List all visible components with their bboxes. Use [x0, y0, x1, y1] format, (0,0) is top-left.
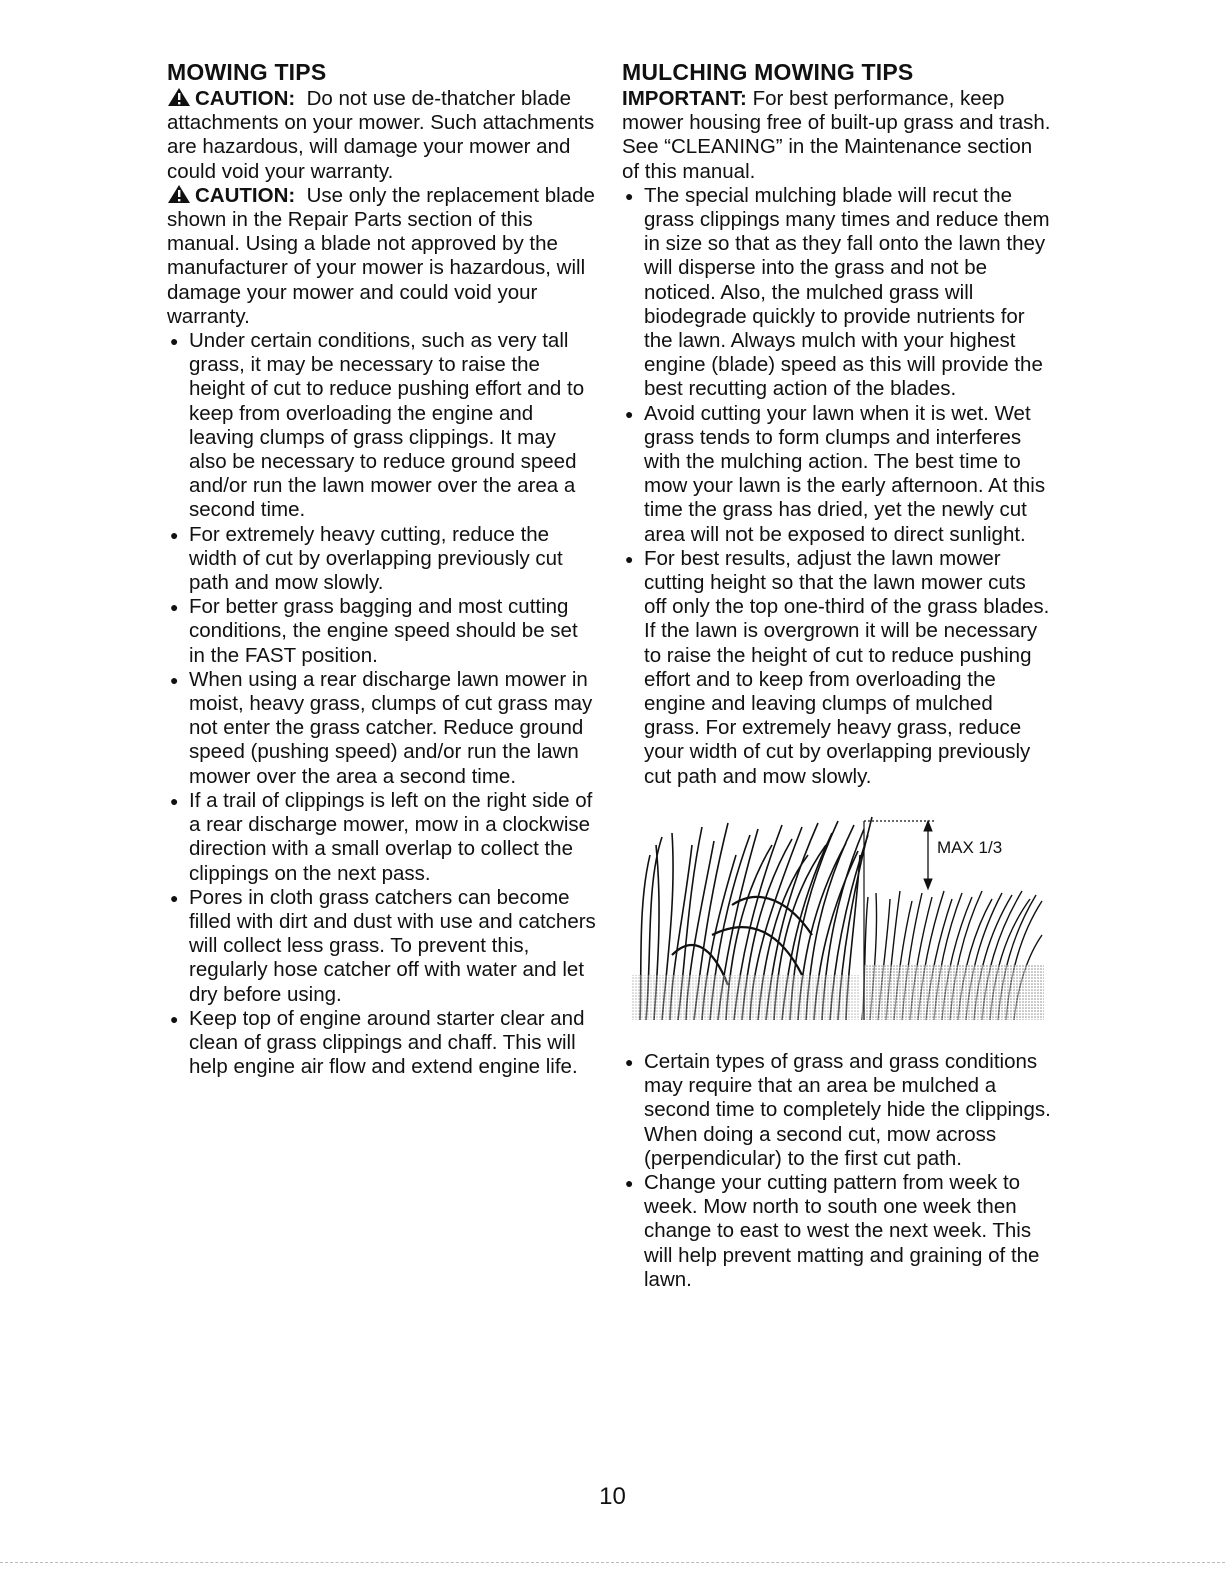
bullet-dot: ● [625, 187, 634, 204]
list-item: ● Change your cutting pattern from week to week. Mow north to south one week then change to east to west the next week. This will help prevent matting and graining of the lawn. [625, 1170, 1040, 1291]
mowing-tips-heading: MOWING TIPS [167, 59, 327, 85]
bullet-dot: ● [170, 526, 179, 543]
caution-text: Use only the replacement blade shown in the Repair Parts section of this manual. Using a blade not approved by the manufacturer of your mower is hazardous, will damage your mower and could void your warranty. [167, 183, 595, 328]
list-item: ● The special mulching blade will recut the grass clippings many times and reduce them in size so that as they fall onto the lawn they will disperse into the grass and not be noticed. Also, the mulched grass will biodegrade quickly to provide nutrients for the lawn. Always mulch with your highest engine (blade) speed as this will provide the best recutting action of the blades. [625, 183, 1050, 401]
list-item: ● For best results, adjust the lawn mower cutting height so that the lawn mower cuts off only the top one-third of the grass blades. If the lawn is overgrown it will be necessary to raise the height of cut to reduce pushing effort and to keep from overloading the engine and leaving clumps of mulched grass. For extremely heavy grass, reduce your width of cut by overlapping previously cut path and mow slowly. [625, 546, 1050, 788]
mulching-tips-list-bottom [622, 1050, 1052, 1292]
list-item: ● When using a rear discharge lawn mower in moist, heavy grass, clumps of cut grass may not enter the grass catcher. Reduce ground speed (pushing speed) and/or run the lawn mower over the area a second time. [170, 667, 593, 788]
bullet-dot: ● [625, 1053, 634, 1070]
list-item: ● Avoid cutting your lawn when it is wet. Wet grass tends to form clumps and interferes with the mulching action. The best time to mow your lawn is the early afternoon. At this time the grass has dried, yet the newly cut area will not be exposed to direct sunlight. [625, 401, 1046, 546]
caution-paragraph-2 [167, 184, 599, 329]
list-item: ● Under certain conditions, such as very tall grass, it may be necessary to raise the height of cut to reduce pushing effort and to keep from overloading the engine and leaving clumps of grass clippings. It may also be necessary to reduce ground speed and/or run the lawn mower over the area a second time. [170, 329, 585, 522]
page-number: 10 [599, 1483, 626, 1510]
page-bottom-rule [0, 1562, 1225, 1563]
warning-triangle-icon [167, 184, 191, 204]
list-item: ● If a trail of clippings is left on the right side of a rear discharge mower, mow in a clockwise direction with a small overlap to collect the clippings on the next pass. [170, 788, 593, 885]
bullet-dot: ● [170, 1010, 179, 1027]
list-item: ● For extremely heavy cutting, reduce the width of cut by overlapping previously cut path and mow slowly. [170, 522, 563, 595]
list-item: ● For better grass bagging and most cutting conditions, the engine speed should be set in the FAST position. [170, 595, 578, 667]
bullet-dot: ● [625, 405, 634, 422]
grass-shading [862, 965, 1044, 1020]
caution-paragraph-1 [167, 87, 599, 184]
bullet-dot: ● [625, 1174, 634, 1191]
mulching-tips-heading: MULCHING MOWING TIPS [622, 59, 914, 85]
mulching-tips-list-top [622, 184, 1052, 789]
max-one-third-label: MAX 1/3 [937, 837, 1003, 857]
mowing-tips-list [167, 329, 599, 1079]
grass-shading [632, 975, 860, 1020]
list-item: ● Certain types of grass and grass conditions may require that an area be mulched a second time to completely hide the clippings. When doing a second cut, mow across (perpendicular) to the first cut path. [625, 1049, 1051, 1170]
bullet-dot: ● [170, 333, 179, 350]
list-item: ● Keep top of engine around starter clear and clean of grass clippings and chaff. This will help engine air flow and extend engine life. [170, 1006, 585, 1079]
bullet-dot: ● [170, 671, 179, 688]
bullet-dot: ● [170, 792, 179, 809]
bullet-dot: ● [170, 599, 179, 616]
warning-triangle-icon [167, 87, 191, 107]
caution-label: CAUTION: [195, 183, 296, 207]
bullet-dot: ● [625, 550, 634, 567]
grass-height-illustration [632, 815, 1044, 1020]
mulching-tips-column [622, 58, 1052, 1292]
mowing-tips-column [167, 58, 599, 1079]
important-text: For best performance, keep mower housing free of built-up grass and trash. See “CLEANING” in the Maintenance section of this manual. [622, 87, 1051, 183]
important-label: IMPORTANT: [622, 87, 747, 110]
caution-text: Do not use de-thatcher blade attachments on your mower. Such attachments are hazardous, will damage your mower and could void your warranty. [167, 87, 595, 183]
bullet-dot: ● [170, 889, 179, 906]
important-paragraph [622, 87, 1052, 184]
caution-label: CAUTION: [195, 87, 296, 110]
list-item: ● Pores in cloth grass catchers can become filled with dirt and dust with use and catchers will collect less grass. To prevent this, regularly hose catcher off with water and let dry before using. [170, 885, 596, 1006]
